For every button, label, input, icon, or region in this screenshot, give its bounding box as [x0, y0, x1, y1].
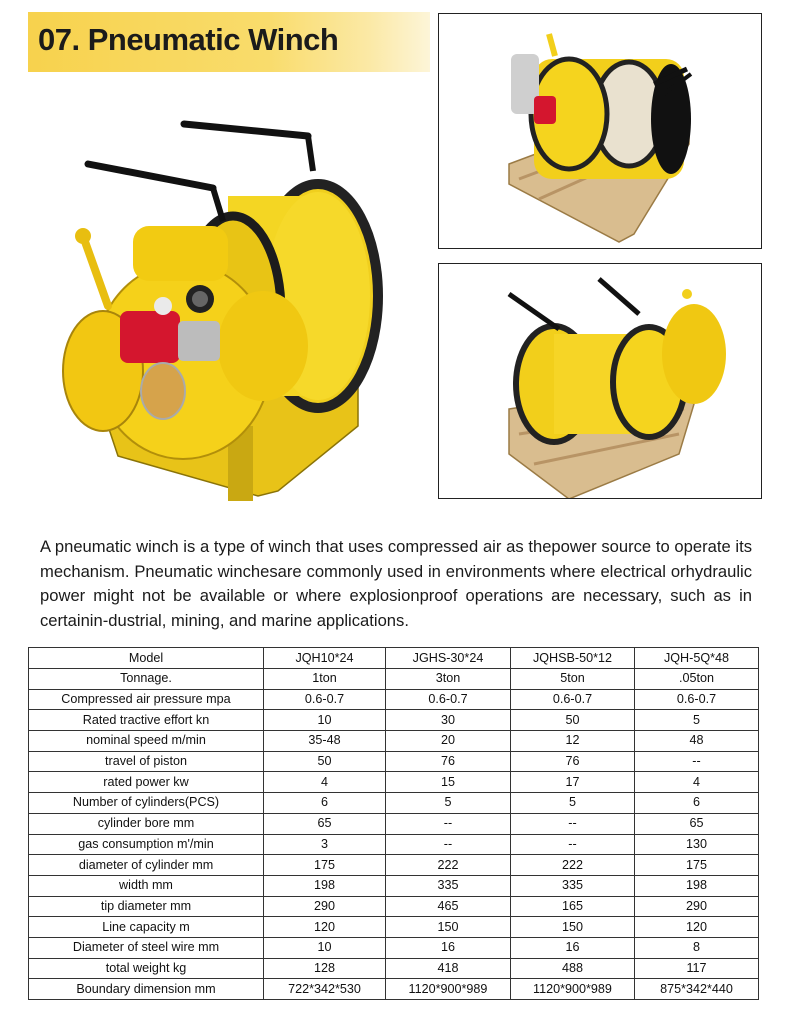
table-cell: 418 [386, 958, 511, 979]
table-header-cell: JQH10*24 [264, 648, 386, 669]
table-cell: 1120*900*989 [511, 979, 635, 1000]
table-cell: tip diameter mm [29, 896, 264, 917]
table-row [29, 751, 759, 772]
table-cell: 16 [386, 937, 511, 958]
table-cell: 165 [511, 896, 635, 917]
table-row [29, 937, 759, 958]
main-product-photo [28, 96, 428, 516]
table-cell: Rated tractive effort kn [29, 710, 264, 731]
table-cell: 130 [635, 834, 759, 855]
side-product-photo-bottom [438, 263, 762, 499]
table-cell: Number of cylinders(PCS) [29, 793, 264, 814]
table-cell: -- [386, 813, 511, 834]
table-header-cell: JGHS-30*24 [386, 648, 511, 669]
table-cell: Diameter of steel wire mm [29, 937, 264, 958]
table-cell: 48 [635, 731, 759, 752]
table-cell: 488 [511, 958, 635, 979]
table-cell: 76 [511, 751, 635, 772]
table-cell: 6 [635, 793, 759, 814]
table-row [29, 772, 759, 793]
table-cell: 10 [264, 937, 386, 958]
table-cell: 6 [264, 793, 386, 814]
table-cell: 290 [264, 896, 386, 917]
table-header-row [29, 648, 759, 669]
table-cell: 10 [264, 710, 386, 731]
table-cell: 120 [635, 917, 759, 938]
table-cell: diameter of cylinder mm [29, 855, 264, 876]
table-cell: 120 [264, 917, 386, 938]
table-cell: total weight kg [29, 958, 264, 979]
page-title: 07. Pneumatic Winch [38, 22, 339, 57]
table-cell: 3ton [386, 669, 511, 690]
table-cell: 5 [635, 710, 759, 731]
table-cell: -- [635, 751, 759, 772]
table-cell: 290 [635, 896, 759, 917]
table-cell: 20 [386, 731, 511, 752]
table-cell: Compressed air pressure mpa [29, 689, 264, 710]
table-cell: 175 [264, 855, 386, 876]
table-row [29, 813, 759, 834]
table-row [29, 855, 759, 876]
table-cell: 175 [635, 855, 759, 876]
table-row [29, 731, 759, 752]
table-cell: .05ton [635, 669, 759, 690]
table-cell: 17 [511, 772, 635, 793]
table-cell: -- [511, 834, 635, 855]
table-cell: 335 [386, 875, 511, 896]
table-cell: 0.6-0.7 [635, 689, 759, 710]
table-row [29, 917, 759, 938]
table-cell: 198 [635, 875, 759, 896]
table-cell: 465 [386, 896, 511, 917]
table-cell: Boundary dimension mm [29, 979, 264, 1000]
table-cell: 1120*900*989 [386, 979, 511, 1000]
table-cell: gas consumption m'/min [29, 834, 264, 855]
table-cell: 722*342*530 [264, 979, 386, 1000]
title-banner [28, 12, 430, 72]
table-cell: 50 [264, 751, 386, 772]
side-product-photo-top [438, 13, 762, 249]
table-cell: 30 [386, 710, 511, 731]
table-cell: 35-48 [264, 731, 386, 752]
table-header-cell: JQHSB-50*12 [511, 648, 635, 669]
table-cell: 0.6-0.7 [386, 689, 511, 710]
table-row [29, 793, 759, 814]
table-cell: 4 [264, 772, 386, 793]
table-cell: 198 [264, 875, 386, 896]
table-cell: 222 [386, 855, 511, 876]
table-cell: 150 [511, 917, 635, 938]
table-cell: Line capacity m [29, 917, 264, 938]
pneumatic-winch-icon [28, 96, 428, 516]
table-cell: 5 [386, 793, 511, 814]
table-row [29, 896, 759, 917]
table-cell: 50 [511, 710, 635, 731]
table-cell: 335 [511, 875, 635, 896]
table-row [29, 979, 759, 1000]
table-cell: cylinder bore mm [29, 813, 264, 834]
table-cell: 12 [511, 731, 635, 752]
table-row [29, 875, 759, 896]
table-row [29, 834, 759, 855]
table-cell: 8 [635, 937, 759, 958]
winch-on-pallet-icon [439, 14, 761, 248]
table-cell: Tonnage. [29, 669, 264, 690]
table-cell: 4 [635, 772, 759, 793]
table-cell: 128 [264, 958, 386, 979]
table-cell: 5ton [511, 669, 635, 690]
table-cell: 150 [386, 917, 511, 938]
table-cell: 875*342*440 [635, 979, 759, 1000]
winch-on-pallet-icon [439, 264, 761, 498]
table-cell: -- [386, 834, 511, 855]
table-cell: 0.6-0.7 [511, 689, 635, 710]
table-header-cell: Model [29, 648, 264, 669]
table-cell: 0.6-0.7 [264, 689, 386, 710]
table-cell: -- [511, 813, 635, 834]
table-cell: 222 [511, 855, 635, 876]
table-cell: travel of piston [29, 751, 264, 772]
table-row [29, 689, 759, 710]
table-cell: 15 [386, 772, 511, 793]
table-row [29, 710, 759, 731]
table-header-cell: JQH-5Q*48 [635, 648, 759, 669]
table-cell: 1ton [264, 669, 386, 690]
table-cell: 5 [511, 793, 635, 814]
table-row [29, 669, 759, 690]
table-cell: rated power kw [29, 772, 264, 793]
table-row [29, 958, 759, 979]
table-cell: 117 [635, 958, 759, 979]
table-cell: 65 [264, 813, 386, 834]
table-cell: width mm [29, 875, 264, 896]
table-cell: 65 [635, 813, 759, 834]
table-cell: 76 [386, 751, 511, 772]
table-cell: 3 [264, 834, 386, 855]
specification-table [28, 647, 759, 1000]
table-cell: nominal speed m/min [29, 731, 264, 752]
product-description: A pneumatic winch is a type of winch that uses compressed air as thepower source to operate its mechanism. Pneumatic winchesare commonly used in environments where electrical orhydraulic power might not be available or where explosionproof operations are necessary, such as in certainin-dustrial, mining, and marine applications. [40, 537, 752, 630]
table-cell: 16 [511, 937, 635, 958]
